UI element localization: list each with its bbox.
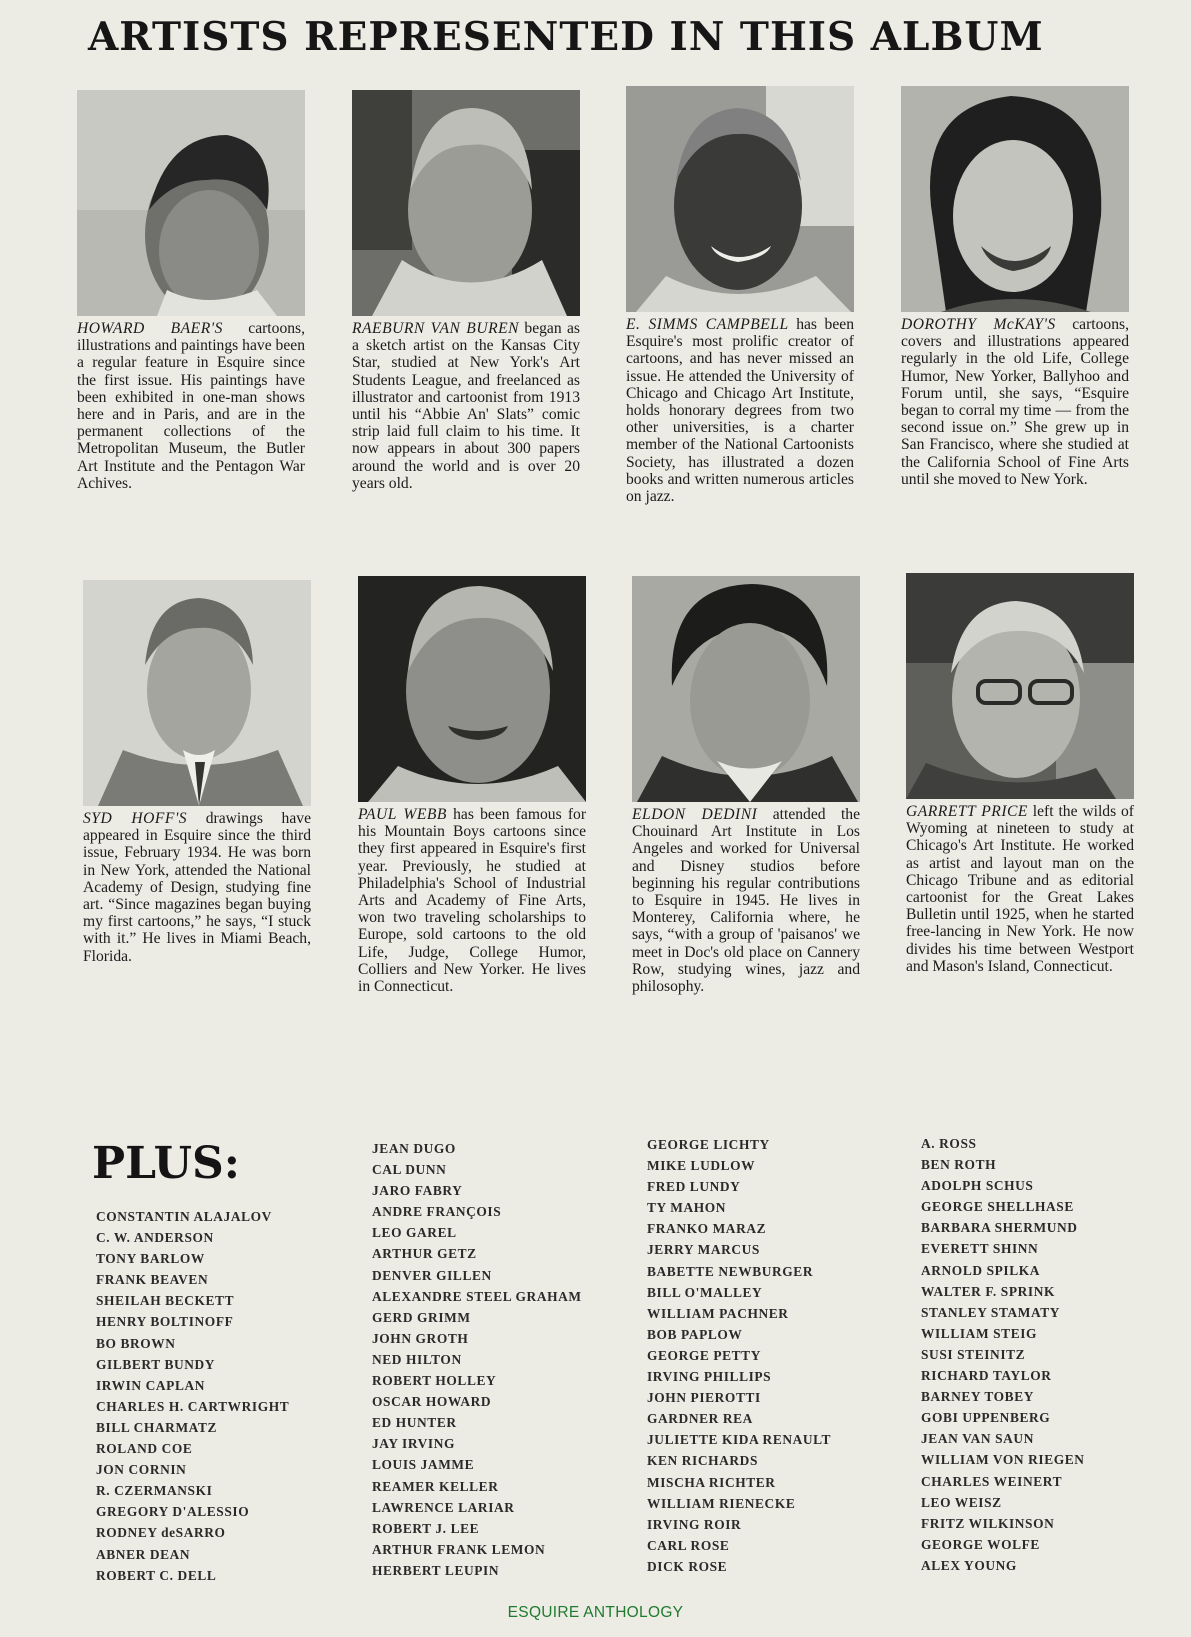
artist-list-name: BARNEY TOBEY [921, 1389, 1034, 1405]
artist-card [83, 580, 311, 965]
artist-list-name: JARO FABRY [372, 1183, 463, 1199]
artist-list-name: REAMER KELLER [372, 1478, 499, 1494]
artist-list-name: TY MAHON [647, 1200, 727, 1216]
artist-list-name: GREGORY D'ALESSIO [96, 1504, 250, 1520]
artist-list-name: GEORGE WOLFE [921, 1536, 1040, 1552]
plus-column-1 [96, 1206, 289, 1586]
artist-list-name: ANDRE FRANÇOIS [372, 1204, 502, 1220]
artist-bio: DOROTHY McKAY'S cartoons, covers and illustrations appeared regularly in the old Life, College Humor, New Yorker, Ballyhoo and Forum until, she says, “Esquire began to corral my time — from the second issue on.” She grew up in San Francisco, where she studied at the California School of Fine Arts until she moved to New York. [901, 316, 1129, 488]
artist-card [906, 573, 1134, 975]
artist-list-name: GEORGE PETTY [647, 1347, 761, 1363]
artist-list-name: MIKE LUDLOW [647, 1158, 756, 1174]
artist-list-name: HERBERT LEUPIN [372, 1562, 500, 1578]
artist-list-name: JON CORNIN [96, 1462, 187, 1478]
artist-name: E. SIMMS CAMPBELL [626, 316, 789, 333]
artist-list-name: CARL ROSE [647, 1537, 730, 1553]
artist-list-name: JEAN DUGO [372, 1141, 456, 1156]
artist-list-name: OSCAR HOWARD [372, 1394, 492, 1410]
artist-list-name: IRWIN CAPLAN [96, 1377, 206, 1393]
plus-column-2 [372, 1138, 582, 1581]
artist-list-name: WALTER F. SPRINK [921, 1283, 1055, 1299]
artist-list-name: STANLEY STAMATY [921, 1304, 1061, 1320]
artist-card [632, 576, 860, 995]
artist-list-name: CHARLES H. CARTWRIGHT [96, 1398, 290, 1414]
artist-list-name: FRITZ WILKINSON [921, 1515, 1055, 1531]
artist-list-name: LEO WEISZ [921, 1494, 1002, 1510]
artist-list-name: GARDNER REA [647, 1411, 753, 1427]
plus-heading: PLUS: [92, 1138, 241, 1189]
artist-card [77, 90, 305, 492]
artist-list-name: ALEXANDRE STEEL GRAHAM [372, 1288, 582, 1304]
artist-list-name: JULIETTE KIDA RENAULT [647, 1432, 832, 1448]
artist-list-name: ROBERT HOLLEY [372, 1373, 497, 1389]
artist-list-name: RODNEY deSARRO [96, 1525, 226, 1541]
artist-list-name: CAL DUNN [372, 1162, 447, 1178]
artist-photo [906, 573, 1134, 799]
artist-list-name: BILL CHARMATZ [96, 1419, 218, 1435]
artist-list-name: IRVING ROIR [647, 1516, 742, 1532]
artist-bio: RAEBURN VAN BUREN began as a sketch artist on the Kansas City Star, studied at New York's Art Students League, and freelanced as illustrator and cartoonist from 1913 until his “Abbie An' Slats” comic strip laid full claim to his time. It now appears in about 300 papers around the world and is over 20 years old. [352, 320, 580, 492]
artist-list-name: RICHARD TAYLOR [921, 1368, 1052, 1384]
artist-bio: E. SIMMS CAMPBELL has been Esquire's most prolific creator of cartoons, and has never missed an issue. He attended the University of Chicago and Chicago Art Institute, holds honorary degrees from two other universities, is a charter member of the National Cartoonists Society, has illustrated a dozen books and written numerous articles on jazz. [626, 316, 854, 506]
artist-list-name: ABNER DEAN [96, 1546, 191, 1562]
artist-list-name: CONSTANTIN ALAJALOV [96, 1209, 272, 1224]
artist-name: SYD HOFF'S [83, 810, 188, 827]
artist-list-name: JERRY MARCUS [647, 1242, 760, 1258]
artist-list-name: TONY BARLOW [96, 1251, 205, 1267]
artist-list-name: JOHN PIEROTTI [647, 1390, 761, 1406]
artist-bio: HOWARD BAER'S cartoons, illustrations and paintings have been a regular feature in Esquire since the first issue. His paintings have been exhibited in one-man shows here and in Paris, and are in the permanent collections of the Metropolitan Museum, the Butler Art Institute and the Pentagon War Achives. [77, 320, 305, 492]
artist-list-name: WILLIAM STEIG [921, 1325, 1038, 1341]
artist-photo [358, 576, 586, 802]
artist-list-name: LAWRENCE LARIAR [372, 1499, 515, 1515]
artist-list-name: MISCHA RICHTER [647, 1474, 776, 1490]
artist-list-name: SUSI STEINITZ [921, 1346, 1026, 1362]
artist-photo [632, 576, 860, 802]
artist-name: DOROTHY McKAY'S [901, 316, 1056, 333]
artist-photo [626, 86, 854, 312]
plus-column-3 [647, 1134, 831, 1577]
artist-list-name: GOBI UPPENBERG [921, 1410, 1051, 1426]
page-title: ARTISTS REPRESENTED IN THIS ALBUM [88, 14, 1044, 60]
artist-list-name: ARNOLD SPILKA [921, 1262, 1041, 1278]
artist-list-name: ARTHUR FRANK LEMON [372, 1541, 546, 1557]
artist-list-name: GEORGE SHELLHASE [921, 1199, 1074, 1215]
artist-bio: ELDON DEDINI attended the Chouinard Art Institute in Los Angeles and worked for Universal and Disney studios before beginning his regular contributions to Esquire in 1945. He lives in Monterey, California where, he says, “with a group of 'paisanos' we meet in Doc's old place on Cannery Row, studying wines, jazz and philosophy. [632, 806, 861, 996]
artist-list-name: NED HILTON [372, 1351, 462, 1367]
artist-list-name: FRANKO MARAZ [647, 1221, 767, 1237]
artist-list-name: ADOLPH SCHUS [921, 1178, 1034, 1194]
artist-bio: GARRETT PRICE left the wilds of Wyoming at nineteen to study at Chicago's Art Institute. He worked as artist and layout man on the Chicago Tribune and as editorial cartoonist for the Great Lakes Bulletin until 1925, when he started free-lancing in New York. He now divides his time between Westport and Mason's Island, Connecticut. [906, 803, 1134, 975]
artist-list-name: BARBARA SHERMUND [921, 1220, 1078, 1236]
artist-card [901, 86, 1129, 488]
artist-list-name: FRANK BEAVEN [96, 1272, 209, 1288]
artist-list-name: BO BROWN [96, 1335, 176, 1351]
artist-list-name: BILL O'MALLEY [647, 1284, 763, 1300]
artist-list-name: ROBERT J. LEE [372, 1520, 480, 1536]
artist-list-name: DICK ROSE [647, 1558, 728, 1574]
artist-bio: SYD HOFF'S drawings have appeared in Esquire since the third issue, February 1934. He was born in New York, attended the National Academy of Design, studying fine art. “Since magazines began buying my first cartoons,” he says, “I stuck with it.” He lives in Miami Beach, Florida. [83, 810, 311, 965]
artist-photo [77, 90, 305, 316]
artist-list-name: LEO GAREL [372, 1225, 457, 1241]
artist-list-name: BEN ROTH [921, 1157, 997, 1173]
artist-list-name: ROBERT C. DELL [96, 1567, 217, 1583]
artist-list-name: GILBERT BUNDY [96, 1356, 216, 1372]
artist-list-name: BOB PAPLOW [647, 1326, 743, 1342]
artist-list-name: FRED LUNDY [647, 1179, 741, 1195]
artist-name: PAUL WEBB [358, 806, 447, 823]
artist-name: ELDON DEDINI [632, 806, 758, 823]
artist-list-name: R. CZERMANSKI [96, 1483, 213, 1499]
artist-list-name: DENVER GILLEN [372, 1267, 492, 1283]
artist-photo [901, 86, 1129, 312]
artist-bio: PAUL WEBB has been famous for his Mountain Boys cartoons since they first appeared in Esquire's first year. Previously, he studied at Philadelphia's School of Industrial Arts and Academy of Fine Arts, won two traveling scholarships to Europe, sold cartoons to the old Life, Judge, College Humor, Colliers and New Yorker. He lives in Connecticut. [358, 806, 587, 996]
artist-list-name: A. ROSS [921, 1136, 977, 1151]
artist-list-name: WILLIAM VON RIEGEN [921, 1452, 1085, 1468]
artist-list-name: WILLIAM PACHNER [647, 1305, 789, 1321]
artist-card [358, 576, 586, 995]
artist-list-name: JAY IRVING [372, 1436, 456, 1452]
artist-card [626, 86, 854, 505]
artist-list-name: ALEX YOUNG [921, 1557, 1017, 1573]
artist-name: GARRETT PRICE [906, 803, 1028, 820]
plus-column-4 [921, 1133, 1085, 1576]
artist-list-name: BABETTE NEWBURGER [647, 1263, 814, 1279]
artist-card [352, 90, 580, 492]
artist-list-name: EVERETT SHINN [921, 1241, 1039, 1257]
artist-list-name: ROLAND COE [96, 1441, 193, 1457]
artist-list-name: JEAN VAN SAUN [921, 1431, 1034, 1447]
artist-name: RAEBURN VAN BUREN [352, 320, 520, 337]
artist-list-name: SHEILAH BECKETT [96, 1293, 235, 1309]
artist-list-name: KEN RICHARDS [647, 1453, 758, 1469]
artist-photo [352, 90, 580, 316]
artist-list-name: GERD GRIMM [372, 1309, 471, 1325]
artist-list-name: JOHN GROTH [372, 1330, 469, 1346]
artist-list-name: ED HUNTER [372, 1415, 457, 1431]
artist-list-name: IRVING PHILLIPS [647, 1369, 772, 1385]
artist-list-name: HENRY BOLTINOFF [96, 1314, 234, 1330]
artist-list-name: LOUIS JAMME [372, 1457, 475, 1473]
footer: ESQUIRE ANTHOLOGY [507, 1604, 684, 1621]
artist-list-name: C. W. ANDERSON [96, 1230, 214, 1246]
artist-photo [83, 580, 311, 806]
artist-list-name: WILLIAM RIENECKE [647, 1495, 796, 1511]
artist-list-name: GEORGE LICHTY [647, 1137, 770, 1152]
artist-list-name: ARTHUR GETZ [372, 1246, 477, 1262]
artist-list-name: CHARLES WEINERT [921, 1473, 1063, 1489]
artist-name: HOWARD BAER'S [77, 320, 223, 337]
